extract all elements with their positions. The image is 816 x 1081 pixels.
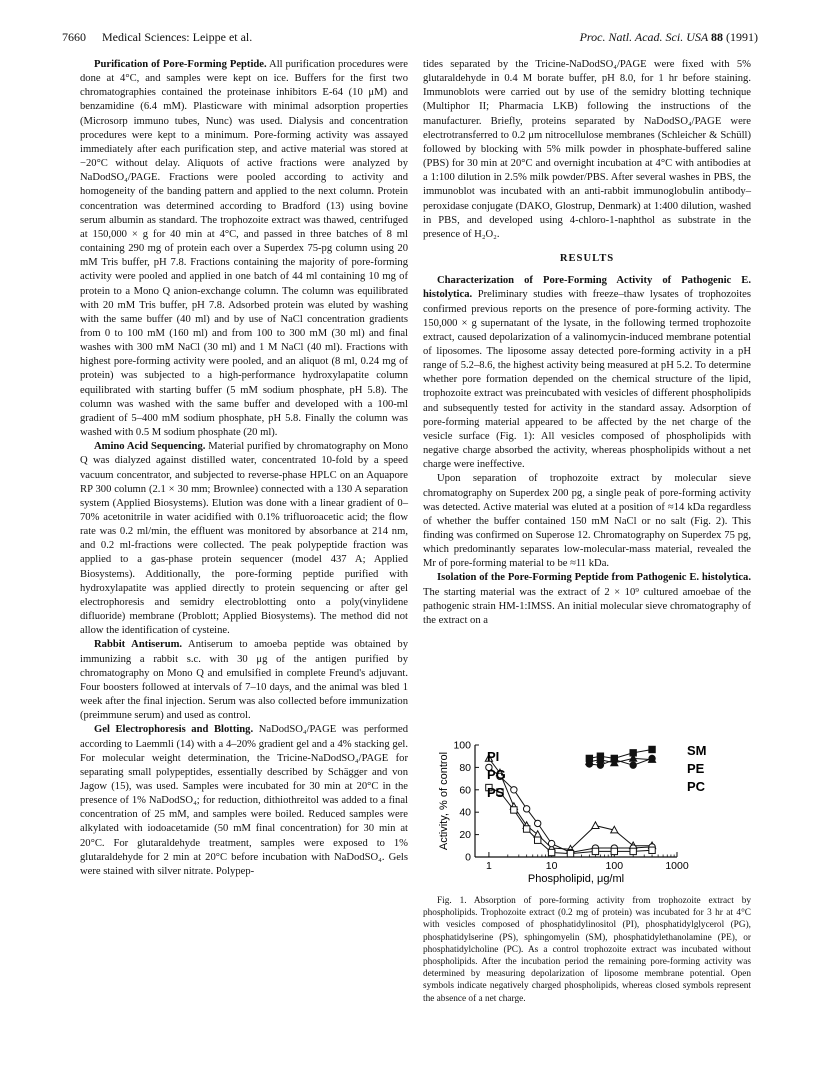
data-point-pi — [592, 822, 599, 829]
y-tick-label: 0 — [465, 851, 471, 864]
section-title-results: RESULTS — [559, 253, 615, 265]
series-label-sm: SM — [687, 743, 707, 758]
paragraph-isolation: Isolation of the Pore-Forming Peptide from Pathogenic E. histolytica. The starting material was the extract of 2 × 10⁹ cultured amoebae of the pathogenic strain HM-1:IMSS. An initial molecular sieve chromatography of the extract on a — [423, 572, 751, 626]
data-point-pg — [523, 806, 529, 812]
figure-1-chart — [423, 735, 753, 885]
y-tick-label: 100 — [453, 739, 471, 752]
series-label-pi: PI — [487, 749, 500, 764]
data-point-pg — [534, 820, 540, 826]
data-point-ps — [534, 837, 540, 843]
data-point-pc — [649, 755, 655, 761]
data-point-ps — [592, 848, 598, 854]
caption-text: Fig. 1. Absorption of pore-forming activity from trophozoite extract by phospholipids. Trophozoite extract (0.2 mg of protein) was incubated for 3 hr at 4°C with vesicles composed of phosphatidylinositol (PI), phosphatidylglycerol (PG), phosphatidylserine (PS), sphingomyelin (SM), phosphatidylethanolamine (PE), or phosphatidylcholine (PC). As a control trophozoite extract was incubated without phospholipids. After the incubation period the remaining pore-forming activity was determined by measuring depolarization of liposome membrane potential. Open symbols indicate negatively charged phospholipids, whereas closed symbols represent the absence of a net charge. — [423, 896, 751, 1004]
y-tick-label: 20 — [459, 829, 471, 842]
series-line-ps — [489, 788, 652, 854]
data-point-pi — [534, 831, 541, 838]
paragraph-characterization: Characterization of Pore-Forming Activity of Pathogenic E. histolytica. Preliminary studies with freeze–thaw lysates of trophozoites confirmed previous reports on the presence of pore-forming activity. The 150,000 × g supernatant of the lysate, in the following termed trophozoite extract, caused depolarization of a valinomycin-induced membrane potential of liposomes. The liposome assay detected pore-forming activity in a pH range of 5.2–8.6, the highest activity being measured at pH 5.2. To determine whether pore formation depended on the chemical structure of the lipid, trophozoite extract was preincubated with vesicles of different phospholipids and subsequently tested for activity in the standard assay. Adsorption of pore-forming material appeared to be affected by the net charge of the vesicle surface (Fig. 1): All vesicles composed of phospholipids with negative charge absorbed the activity, whereas phospholipids without a net charge were ineffective. — [423, 275, 751, 471]
data-point-ps — [630, 848, 636, 854]
paragraph-molecular-sieve: Upon separation of trophozoite extract by molecular sieve chromatography on Superdex 200 pg, a single peak of pore-forming activity was detected. Active material was eluted at a position of ≈14 kDa regardless of whether the buffer contained 150 mM NaCl or no salt (Fig. 2). This finding was confirmed on Superose 12. Chromatography on Superdex 75 pg, which predominantly separates low-molecular-mass material, revealed the Mr of pore-forming material to be ≈11 kDa. — [423, 473, 751, 570]
journal-section-authors: Medical Sciences: Leippe et al. — [102, 30, 253, 44]
series-label-ps: PS — [487, 785, 505, 800]
journal-citation: Proc. Natl. Acad. Sci. USA 88 (1991) — [579, 30, 758, 44]
data-point-pc — [611, 756, 617, 762]
series-label-pg: PG — [487, 767, 506, 782]
x-tick-label: 10 — [545, 860, 558, 872]
data-point-pc — [630, 762, 636, 768]
x-axis-label: Phospholipid, μg/ml — [527, 873, 625, 885]
data-point-ps — [567, 850, 573, 856]
data-point-ps — [611, 848, 617, 854]
y-axis-label: Activity, % of control — [438, 751, 450, 851]
running-header — [62, 30, 758, 48]
data-point-sm — [649, 746, 655, 752]
paragraph-purification: Purification of Pore-Forming Peptide. All purification procedures were done at 4°C, and samples were kept on ice. Buffers for the first two chromatographies contained the proteinase inhibitors E-64 (10 μM) and benzamidine (6.4 mM). Plasticware with minimal adsorption properties (Microsorp immuno tubes, Nunc) was used. Dialysis and concentration procedures were kept to a minimum. Pore-forming activity was assayed immediately after each purification step, and active material was stored at −20°C without delay. Aliquots of active fractions were analyzed by NaDodSO₄/PAGE. Fractions were pooled according to activity and homogeneity of the banding pattern and applied to the next column. Protein concentration was determined according to Bradford (13) using bovine serum albumin as standard. The trophozoite extract was thawed, centrifuged at 150,000 × g for 40 min at 4°C, and passed in three batches of 8 ml containing 290 mg of protein each over a Superdex 75-pg column using 20 mM Tris buffer, pH 7.8. Fractions containing the majority of pore-forming activity were pooled and applied in one batch of 44 ml containing 10 mg of protein to a Mono Q anion-exchange column. The column was equilibrated with 20 mM Tris buffer, pH 7.8. Adsorbed protein was eluted by washing with the same buffer (40 ml) and by use of NaCl concentration gradients from 0 to 100 mM (160 ml) and from 100 to 300 mM (30 ml) and final washes with 300 mM NaCl (30 ml) and 1 M NaCl (40 ml). Fractions with highest pore-forming activity were pooled, and an aliquot (8 ml, 0.24 mg of protein) was subjected to a high-performance hydroxylapatite column equilibrated with starting buffer (5 mM sodium phosphate, pH 5.8). The column was washed with the same buffer and developed with a 100-ml gradient of 5–400 mM sodium phosphate, pH 5.8. Finally the column was washed with 0.5 M sodium phosphate (20 ml). — [80, 59, 409, 439]
paragraph-antiserum: Rabbit Antiserum. Antiserum to amoeba peptide was obtained by immunizing a rabbit s.c. with 30 μg of the antigen purified by chromatography on Mono Q and emulsified in complete Freund's adjuvant. Four boosters followed at intervals of 7–10 days, and the animal was bled 1 week after the final injection. Serum was also collected before immunization (preimmune serum) and used as control. — [80, 639, 408, 722]
left-column — [80, 58, 408, 879]
page-number: 7660 — [62, 30, 86, 44]
paragraph-electrophoresis: Gel Electrophoresis and Blotting. NaDodSO₄/PAGE was performed according to Laemmli (14) with a 4–20% gradient gel and a 4% stacking gel. For molecular weight determination, the Tricine-NaDodSO₄/PAGE for separating small polypeptides, essentially described by Schägger and von Jagow (15), was used. Samples were incubated for 30 min at 20°C in the presence of 1% NaDodSO₄; for reduction, dithiothreitol was added to a final concentration of 25 mM, and samples were boiled. Reduced samples were alkylated with iodoacetamide (50 mM final concentration) for 30 min at 20°C. For glutaraldehyde treatment, samples were exposed to 1% glutaraldehyde for 2 min at 20°C before incubation with NaDodSO₄. Gels were stained with silver nitrate. Polypep- — [80, 724, 408, 877]
series-label-pc: PC — [687, 779, 706, 794]
y-tick-label: 60 — [459, 784, 471, 797]
data-point-pg — [511, 787, 517, 793]
series-label-pe: PE — [687, 761, 705, 776]
paragraph-sequencing: Amino Acid Sequencing. Material purified by chromatography on Mono Q was dialyzed against distilled water, concentrated 10-fold by a speed vacuum concentrator, and subjected to reverse-phase HPLC on an Aquapore RP 300 column (2.1 × 30 mm; Brownlee) connected with a 130 A separation system (Applied Biosystems). Elution was done with a linear gradient of 0–70% acetonitrile in water acidified with 0.1% trifluoroacetic acid; the flow rate was 0.2 ml/min, the effluent was monitored by absorbance at 214 nm, and 0.2 ml-fractions were collected. The peak polypeptide fraction was applied to a gas-phase protein sequencer (model 437 A; Applied Biosystems). Additionally, the pore-forming peptide purified with hydroxylapatite was applied directly to protein sequencing or after gel electrophoresis and semidry electroblotting onto a poly(vinylidene difluoride) membrane (Problott; Applied Biosystems). The method did not allow the identification of cysteine. — [80, 441, 408, 637]
data-point-pc — [586, 761, 592, 767]
y-tick-label: 40 — [459, 806, 471, 819]
data-point-ps — [548, 849, 554, 855]
x-tick-label: 1 — [485, 860, 492, 872]
data-point-pg — [548, 840, 554, 846]
chart-svg — [423, 735, 753, 885]
data-point-pc — [597, 762, 603, 768]
data-point-ps — [511, 807, 517, 813]
x-tick-label: 100 — [605, 860, 624, 872]
y-tick-label: 80 — [459, 761, 471, 774]
paragraph-blotting-continued: tides separated by the Tricine-NaDodSO₄/PAGE were fixed with 5% glutaraldehyde in 0.4 M borate buffer, pH 8.0, for 1 hr before staining. Immunoblots were carried out by use of the semidry blotting technique (Multiphor II; Pharmacia LKB) following the instructions of the manufacturer. Briefly, proteins separated by NaDodSO₄/PAGE were electrotransferred to 0.2 μm nitrocellulose membranes (Schleicher & Schüll) followed by blocking with 5% milk powder in phosphate-buffered saline (PBS) for 30 min at 20°C and overnight incubation at 4°C with antibodies at a 1:100 dilution in 2.5% milk powder/PBS. After several washes in PBS, the immunoblot was incubated with an anti-rabbit immunoglobulin antibody–peroxidase conjugate (DAKO, Glostrup, Denmark) at 1:400 dilution, washed in PBS, and developed using 4-chloro-1-naphthol as substrate in the presence of H₂O₂. — [423, 59, 751, 240]
data-point-ps — [523, 826, 529, 832]
x-tick-label: 1000 — [665, 860, 689, 872]
figure-1-caption — [423, 895, 751, 1005]
data-point-ps — [649, 847, 655, 853]
right-column — [423, 58, 751, 628]
